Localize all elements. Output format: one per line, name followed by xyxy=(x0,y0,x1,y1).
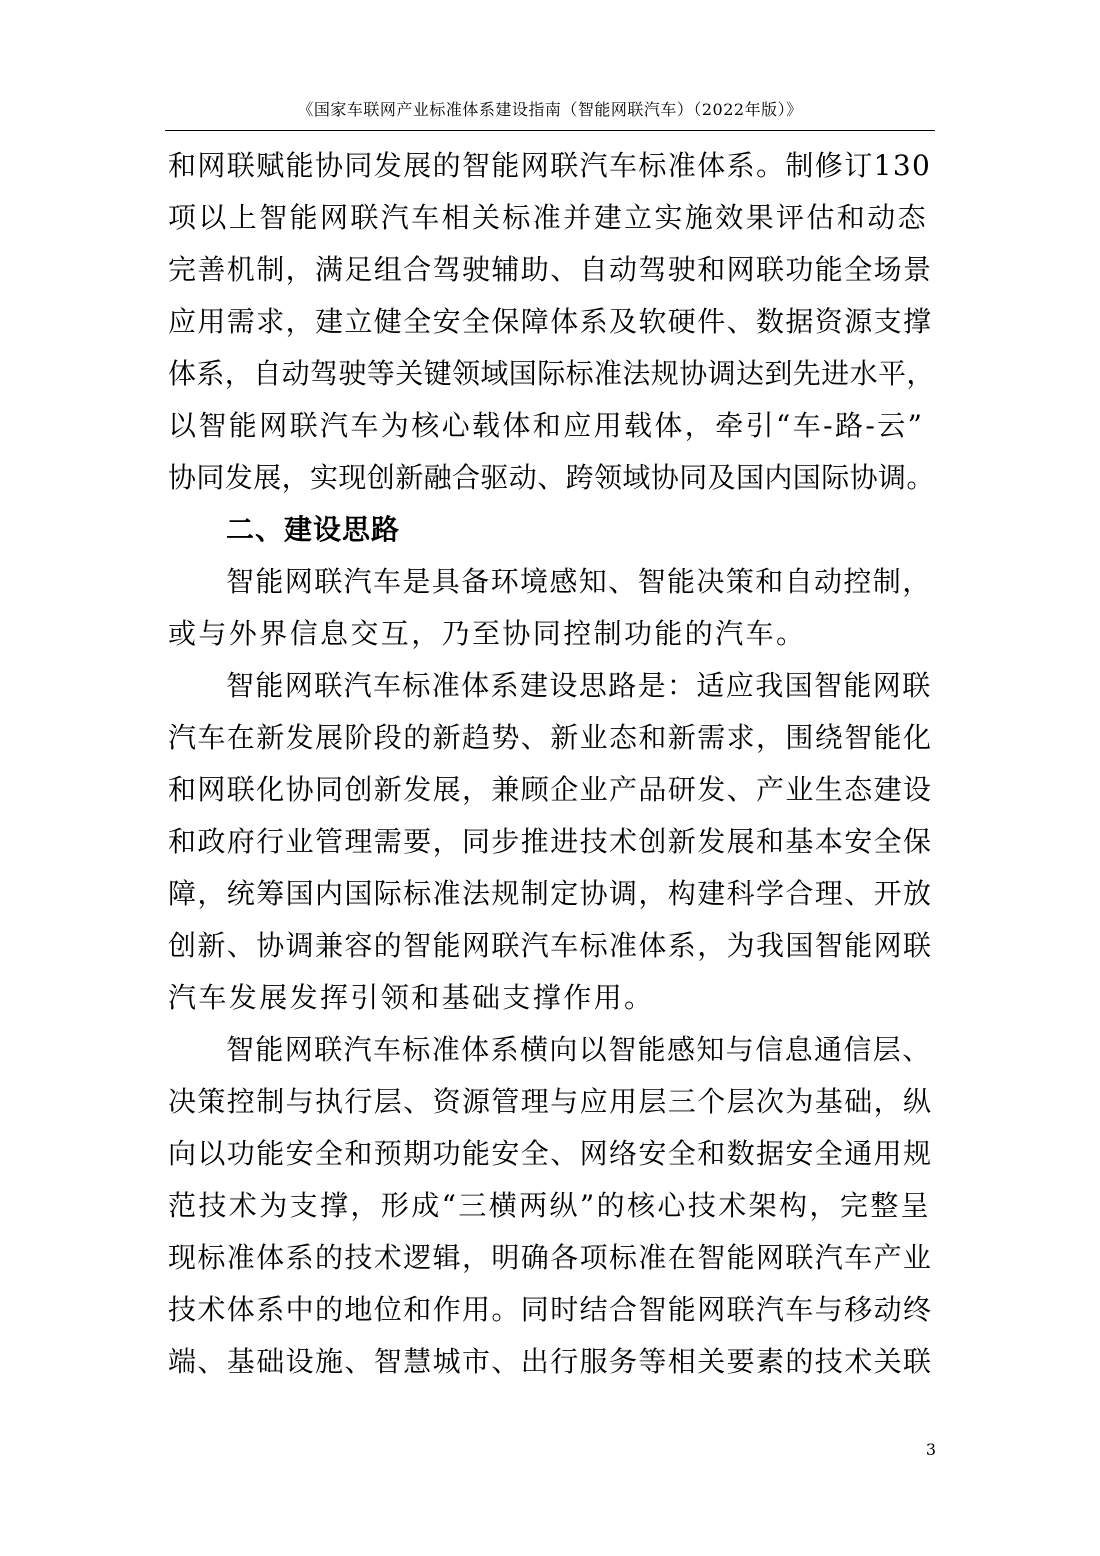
text-line: 或与外界信息交互，乃至协同控制功能的汽车。 xyxy=(168,617,807,650)
text-line: 技术体系中的地位和作用。同时结合智能网联汽车与移动终 xyxy=(168,1293,933,1326)
text-line: 决策控制与执行层、资源管理与应用层三个层次为基础，纵 xyxy=(168,1085,933,1118)
text-line: 智能网联汽车标准体系建设思路是：适应我国智能网联 xyxy=(226,669,932,702)
text-line: 体系，自动驾驶等关键领域国际标准法规协调达到先进水平， xyxy=(168,357,935,390)
section-heading: 二、建设思路 xyxy=(226,513,401,546)
text-line: 应用需求，建立健全安全保障体系及软硬件、数据资源支撑 xyxy=(168,305,933,338)
text-line: 和网联赋能协同发展的智能网联汽车标准体系。制修订130 xyxy=(168,149,932,182)
text-line: 项以上智能网联汽车相关标准并建立实施效果评估和动态 xyxy=(168,201,929,234)
text-line: 汽车在新发展阶段的新趋势、新业态和新需求，围绕智能化 xyxy=(168,721,933,754)
text-line: 智能网联汽车标准体系横向以智能感知与信息通信层、 xyxy=(226,1033,932,1066)
body-text xyxy=(168,140,938,1388)
text-line: 智能网联汽车是具备环境感知、智能决策和自动控制， xyxy=(226,565,932,598)
text-line: 和网联化协同创新发展，兼顾企业产品研发、产业生态建设 xyxy=(168,773,933,806)
text-line: 协同发展，实现创新融合驱动、跨领域协同及国内国际协调。 xyxy=(168,461,935,494)
header-divider xyxy=(165,130,935,131)
text-line: 和政府行业管理需要，同步推进技术创新发展和基本安全保 xyxy=(168,825,933,858)
text-line: 汽车发展发挥引领和基础支撑作用。 xyxy=(168,981,655,1014)
text-line: 端、基础设施、智慧城市、出行服务等相关要素的技术关联 xyxy=(168,1345,933,1378)
page-number: 3 xyxy=(925,1440,936,1459)
text-line: 以智能网联汽车为核心载体和应用载体，牵引“车-路-云” xyxy=(168,409,925,442)
text-line: 障，统筹国内国际标准法规制定协调，构建科学合理、开放 xyxy=(168,877,933,910)
text-line: 现标准体系的技术逻辑，明确各项标准在智能网联汽车产业 xyxy=(168,1241,933,1274)
text-line: 向以功能安全和预期功能安全、网络安全和数据安全通用规 xyxy=(168,1137,933,1170)
text-line: 创新、协调兼容的智能网联汽车标准体系，为我国智能网联 xyxy=(168,929,933,962)
running-header: 《国家车联网产业标准体系建设指南（智能网联汽车）（2022年版）》 xyxy=(297,100,803,119)
text-line: 完善机制，满足组合驾驶辅助、自动驾驶和网联功能全场景 xyxy=(168,253,933,286)
text-line: 范技术为支撑，形成“三横两纵”的核心技术架构，完整呈 xyxy=(168,1189,932,1222)
